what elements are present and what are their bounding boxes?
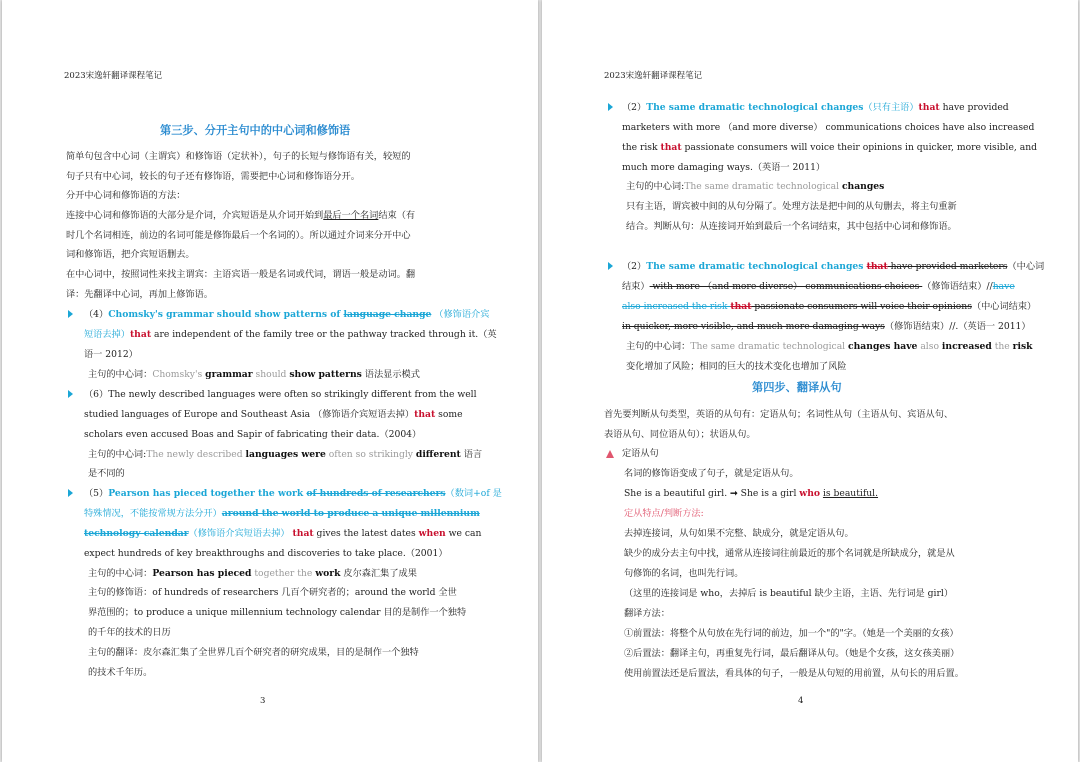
example-6-line: studied languages of Europe and Southeast Asia （修饰语介宾短语去掉）that some [84,409,463,420]
core-words-line: 主句的中心词：The same dramatic technological changes have also increased the risk [626,341,1033,352]
paragraph-line: 名词的修饰语变成了句子，就是定语从句。 [624,468,799,479]
example-4-line: 语一 2012） [84,349,138,360]
example-sentence: She is a beautiful girl. ➞ She is a girl who is beautiful. [624,488,879,499]
example-2-analysis-line: （2）The same dramatic technological changes that have provided marketers（中心词 [622,261,1045,272]
example-2-line: much more damaging ways.（英语一 2011） [622,162,826,173]
section-heading: 第三步、分开主句中的中心词和修饰语 [160,123,351,137]
paragraph-line: 首先要判断从句类型，英语的从句有：定语从句；名词性从句（主语从句、宾语从句、 [604,409,954,420]
page-number: 3 [260,696,266,706]
example-4-line: （4）Chomsky's grammar should show patterns of language change （修饰语介宾 [84,309,490,320]
example-2-line: （2）The same dramatic technological changes（只有主语）that have provided [622,102,1009,113]
paragraph-line: （这里的连接词是 who，去掉后 is beautiful 缺少主语，主语、先行词是 girl） [624,588,954,599]
chevron-right-icon [608,103,613,111]
paragraph-line: 译：先翻译中心词，再加上修饰语。 [66,289,213,300]
paragraph-line: 翻译方法： [624,608,670,619]
document-page-4 [542,0,1078,762]
example-5-line: （5）Pearson has pieced together the work of hundreds of researchers（数词+of 是 [84,488,502,499]
modifier-line: 界范围的；to produce a unique millennium technology calendar 目的是制作一个独特 [88,607,467,618]
core-words-line: 主句的中心词:The newly described languages were often so strikingly different 语言 [88,449,483,460]
paragraph-line: 缺少的成分去主句中找，通常从连接词往前最近的那个名词就是所缺成分，就是从 [624,548,955,559]
translation-line: 变化增加了风险；相同的巨大的技术变化也增加了风险 [626,361,847,372]
translation-line: 的技术千年历。 [88,667,153,678]
paragraph-line: 在中心词中，按照词性来找主谓宾：主语宾语一般是名词或代词，谓语一般是动词。翻 [66,269,416,280]
chevron-right-icon [68,310,73,318]
example-6-line: （6）The newly described languages were often so strikingly different from the well [84,389,477,400]
chevron-right-icon [68,390,73,398]
example-2-line: the risk that passionate consumers will voice their opinions in quicker, more visible, and [622,142,1038,153]
paragraph-line: 句子只有中心词，较长的句子还有修饰语，需要把中心词和修饰语分开。 [66,171,360,182]
example-5-line: technology calendar（修饰语介宾短语去掉） that gives the latest dates when we can [84,528,482,539]
core-words-line: 主句的中心词:The same dramatic technological changes [626,181,885,192]
method-label: 定从特点/判断方法: [624,508,704,519]
modifier-line: 主句的修饰语：of hundreds of researchers 几百个研究者的；around the world 全世 [88,587,457,598]
paragraph-line: 简单句包含中心词（主谓宾）和修饰语（定状补），句子的长短与修饰语有关，较短的 [66,151,411,162]
arrow-right-icon: ➞ [730,488,738,499]
page-number: 4 [798,696,804,706]
paragraph-line: ①前置法：将整个从句放在先行词的前边，加一个"的"字。（她是一个美丽的女孩） [624,628,959,639]
paragraph-line: 句修饰的名词，也叫先行词。 [624,568,744,579]
example-2-analysis-line: also increased the risk that passionate consumers will voice their opinions（中心词结束） [622,301,1037,312]
section-heading: 第四步、翻译从句 [752,380,842,394]
example-2-analysis-line: in quicker, more visible, and much more damaging ways（修饰语结束）//.（英语一 2011） [622,321,1031,332]
core-words-line: 主句的中心词：Chomsky's grammar should show patterns 语法显示模式 [88,369,420,380]
subsection-label: 定语从句 [622,448,659,459]
core-words-line: 主句的中心词：Pearson has pieced together the work 皮尔森汇集了成果 [88,568,417,579]
paragraph-line: 去掉连接词，从句如果不完整、缺成分，就是定语从句。 [624,528,854,539]
example-2-line: marketers with more （and more diverse） communications choices have also increased [622,122,1035,133]
triangle-bullet-icon [606,450,614,458]
paragraph-line: ②后置法：翻译主句，再重复先行词，最后翻译从句。（她是个女孩，这女孩美丽） [624,648,960,659]
example-2-analysis-line: 结束） with more （and more diverse） communications choices （修饰语结束）//have [622,281,1015,292]
paragraph-line: 使用前置法还是后置法，看具体的句子，一般是从句短的用前置，从句长的用后置。 [624,668,964,679]
explanation-line: 只有主语，谓宾被中间的从句分隔了。处理方法是把中间的从句删去，将主句重新 [626,201,957,212]
example-6-line: scholars even accused Boas and Sapir of fabricating their data.（2004） [84,429,422,440]
example-5-line: 特殊情况，不能按常规方法分开）around the world to produce a unique millennium [84,508,480,519]
paragraph-line: 分开中心词和修饰语的方法： [66,190,186,201]
chevron-right-icon [68,489,73,497]
paragraph-line: 连接中心词和修饰语的大部分是介词，介宾短语是从介词开始到最后一个名词结束（有 [66,210,416,221]
paragraph-line: 表语从句、同位语从句）；状语从句。 [604,429,756,440]
explanation-line: 结合。判断从句：从连接词开始到最后一个名词结束，其中包括中心词和修饰语。 [626,221,957,232]
page-header: 2023宋逸轩翻译课程笔记 [64,71,163,81]
example-4-line: 短语去掉）that are independent of the family tree or the pathway tracked through it.（英 [84,329,497,340]
translation-line: 主句的翻译：皮尔森汇集了全世界几百个研究者的研究成果，目的是制作一个独特 [88,647,419,658]
example-5-line: expect hundreds of key breakthroughs and discoveries to take place.（2001） [84,548,448,559]
page-header: 2023宋逸轩翻译课程笔记 [604,71,703,81]
paragraph-line: 时几个名词相连，前边的名词可能是修饰最后一个名词的）。所以通过介词来分开中心 [66,230,411,241]
modifier-line: 的千年的技术的日历 [88,627,171,638]
document-page-3 [2,0,538,762]
chevron-right-icon [608,262,613,270]
core-words-line: 是不同的 [88,468,125,479]
paragraph-line: 词和修饰语，把介宾短语删去。 [66,249,195,260]
